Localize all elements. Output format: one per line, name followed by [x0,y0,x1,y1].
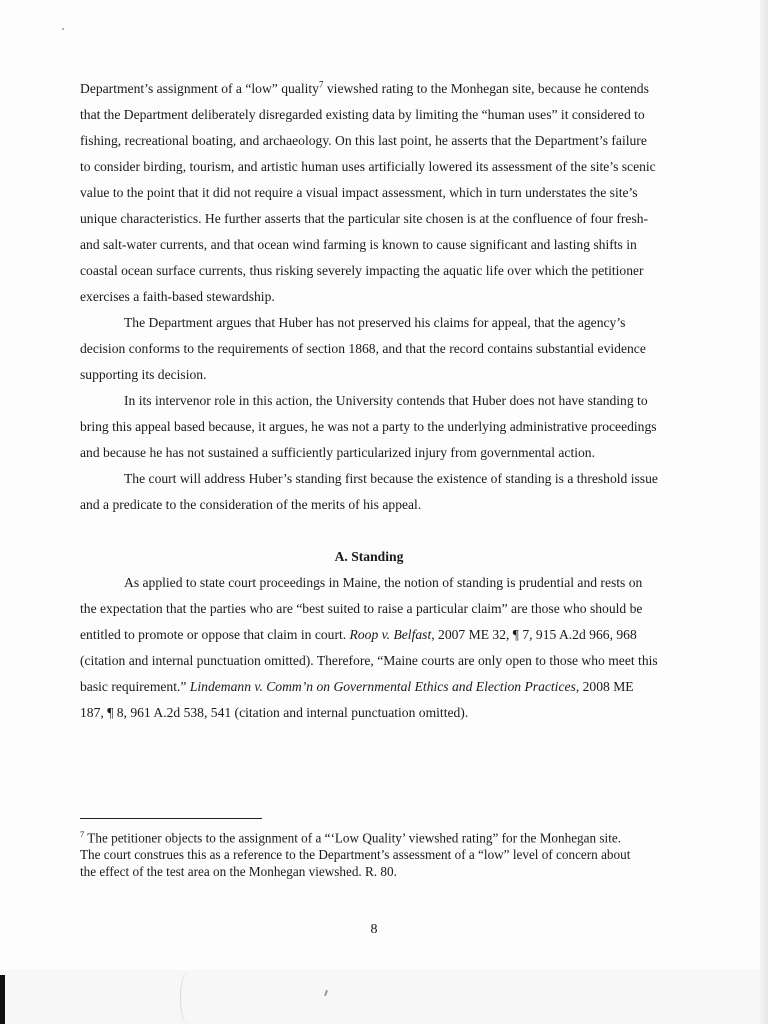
case-citation-roop: Roop v. Belfast [349,627,432,642]
paragraph-1-text-b: viewshed rating to the Monhegan site, because he contends that the Department deliberately disregarded existing data by limiting the “human uses” it considered to fishing, recreational boating, and archaeology. On this last point, he asserts that the Department’s failure to consider birding, tourism, and artistic human uses artificially lowered its assessment of the site’s scenic value to the point that it did not require a visual impact assessment, which in turn understates the site’s unique characteristics. He further asserts that the particular site chosen is at the confluence of four fresh- and salt-water currents, and that ocean wind farming is known to cause significant and lasting shifts in coastal ocean surface currents, thus risking severely impacting the aquatic life over which the petitioner exercises a faith-based stewardship. [80,81,656,304]
paragraph-3: In its intervenor role in this action, the University contends that Huber does not have standing to bring this appeal based because, it argues, he was not a party to the underlying administrative proceedings and because he has not sustained a sufficiently particularized injury from governmental action. [80,393,657,460]
section-spacer [80,518,658,544]
page-number: 8 [370,922,378,937]
footnote-text: The petitioner objects to the assignment of a “‘Low Quality’ viewshed rating” for the Monhegan site. The court construes this as a reference to the Department’s assessment of a “low” level of concern about the effect of the test area on the Monhegan viewshed. R. 80. [80,830,631,880]
case-citation-lindemann: Lindemann v. Comm’n on Governmental Ethics and Election Practices [189,679,576,694]
footnote-marker: 7 [80,829,85,839]
paragraph-5-text-a: As applied to state court proceedings in Maine, the notion of standing is prudential and rests on the expectation that the parties who are “best suited to raise a particular claim” are those who should be entitled to promote or oppose that claim in court. [80,575,643,642]
scan-edge-shadow [760,0,768,1024]
paragraph-5-text-c: , 2008 ME 187, ¶ 8, 961 A.2d 538, 541 (citation and internal punctuation omitted). [80,679,634,720]
paragraph-4: The court will address Huber’s standing first because the existence of standing is a threshold issue and a predicate to the consideration of the merits of his appeal. [80,471,658,512]
document-body [80,76,658,726]
scan-artifact-curve [180,972,195,1024]
section-heading: A. Standing [334,549,404,564]
scan-speck [62,28,64,30]
footnote [80,826,640,880]
paragraph-1-text-a: Department’s assignment of a “low” quality [80,81,319,96]
paragraph-2: The Department argues that Huber has not preserved his claims for appeal, that the agency’s decision conforms to the requirements of section 1868, and that the record contains substantial evidence supporting its decision. [80,315,646,382]
footnote-divider [80,818,262,819]
paragraph-5 [80,570,658,726]
scan-bottom-strip [0,970,768,1024]
scan-edge-mark [0,975,5,1024]
paragraph-1 [80,76,658,310]
paragraph-5-text-b: , 2007 ME 32, ¶ 7, 915 A.2d 966, 968 (citation and internal punctuation omitted). Therefore, “Maine courts are only open to those who meet this basic requirement.” [80,627,658,694]
footnote-reference: 7 [318,79,324,90]
